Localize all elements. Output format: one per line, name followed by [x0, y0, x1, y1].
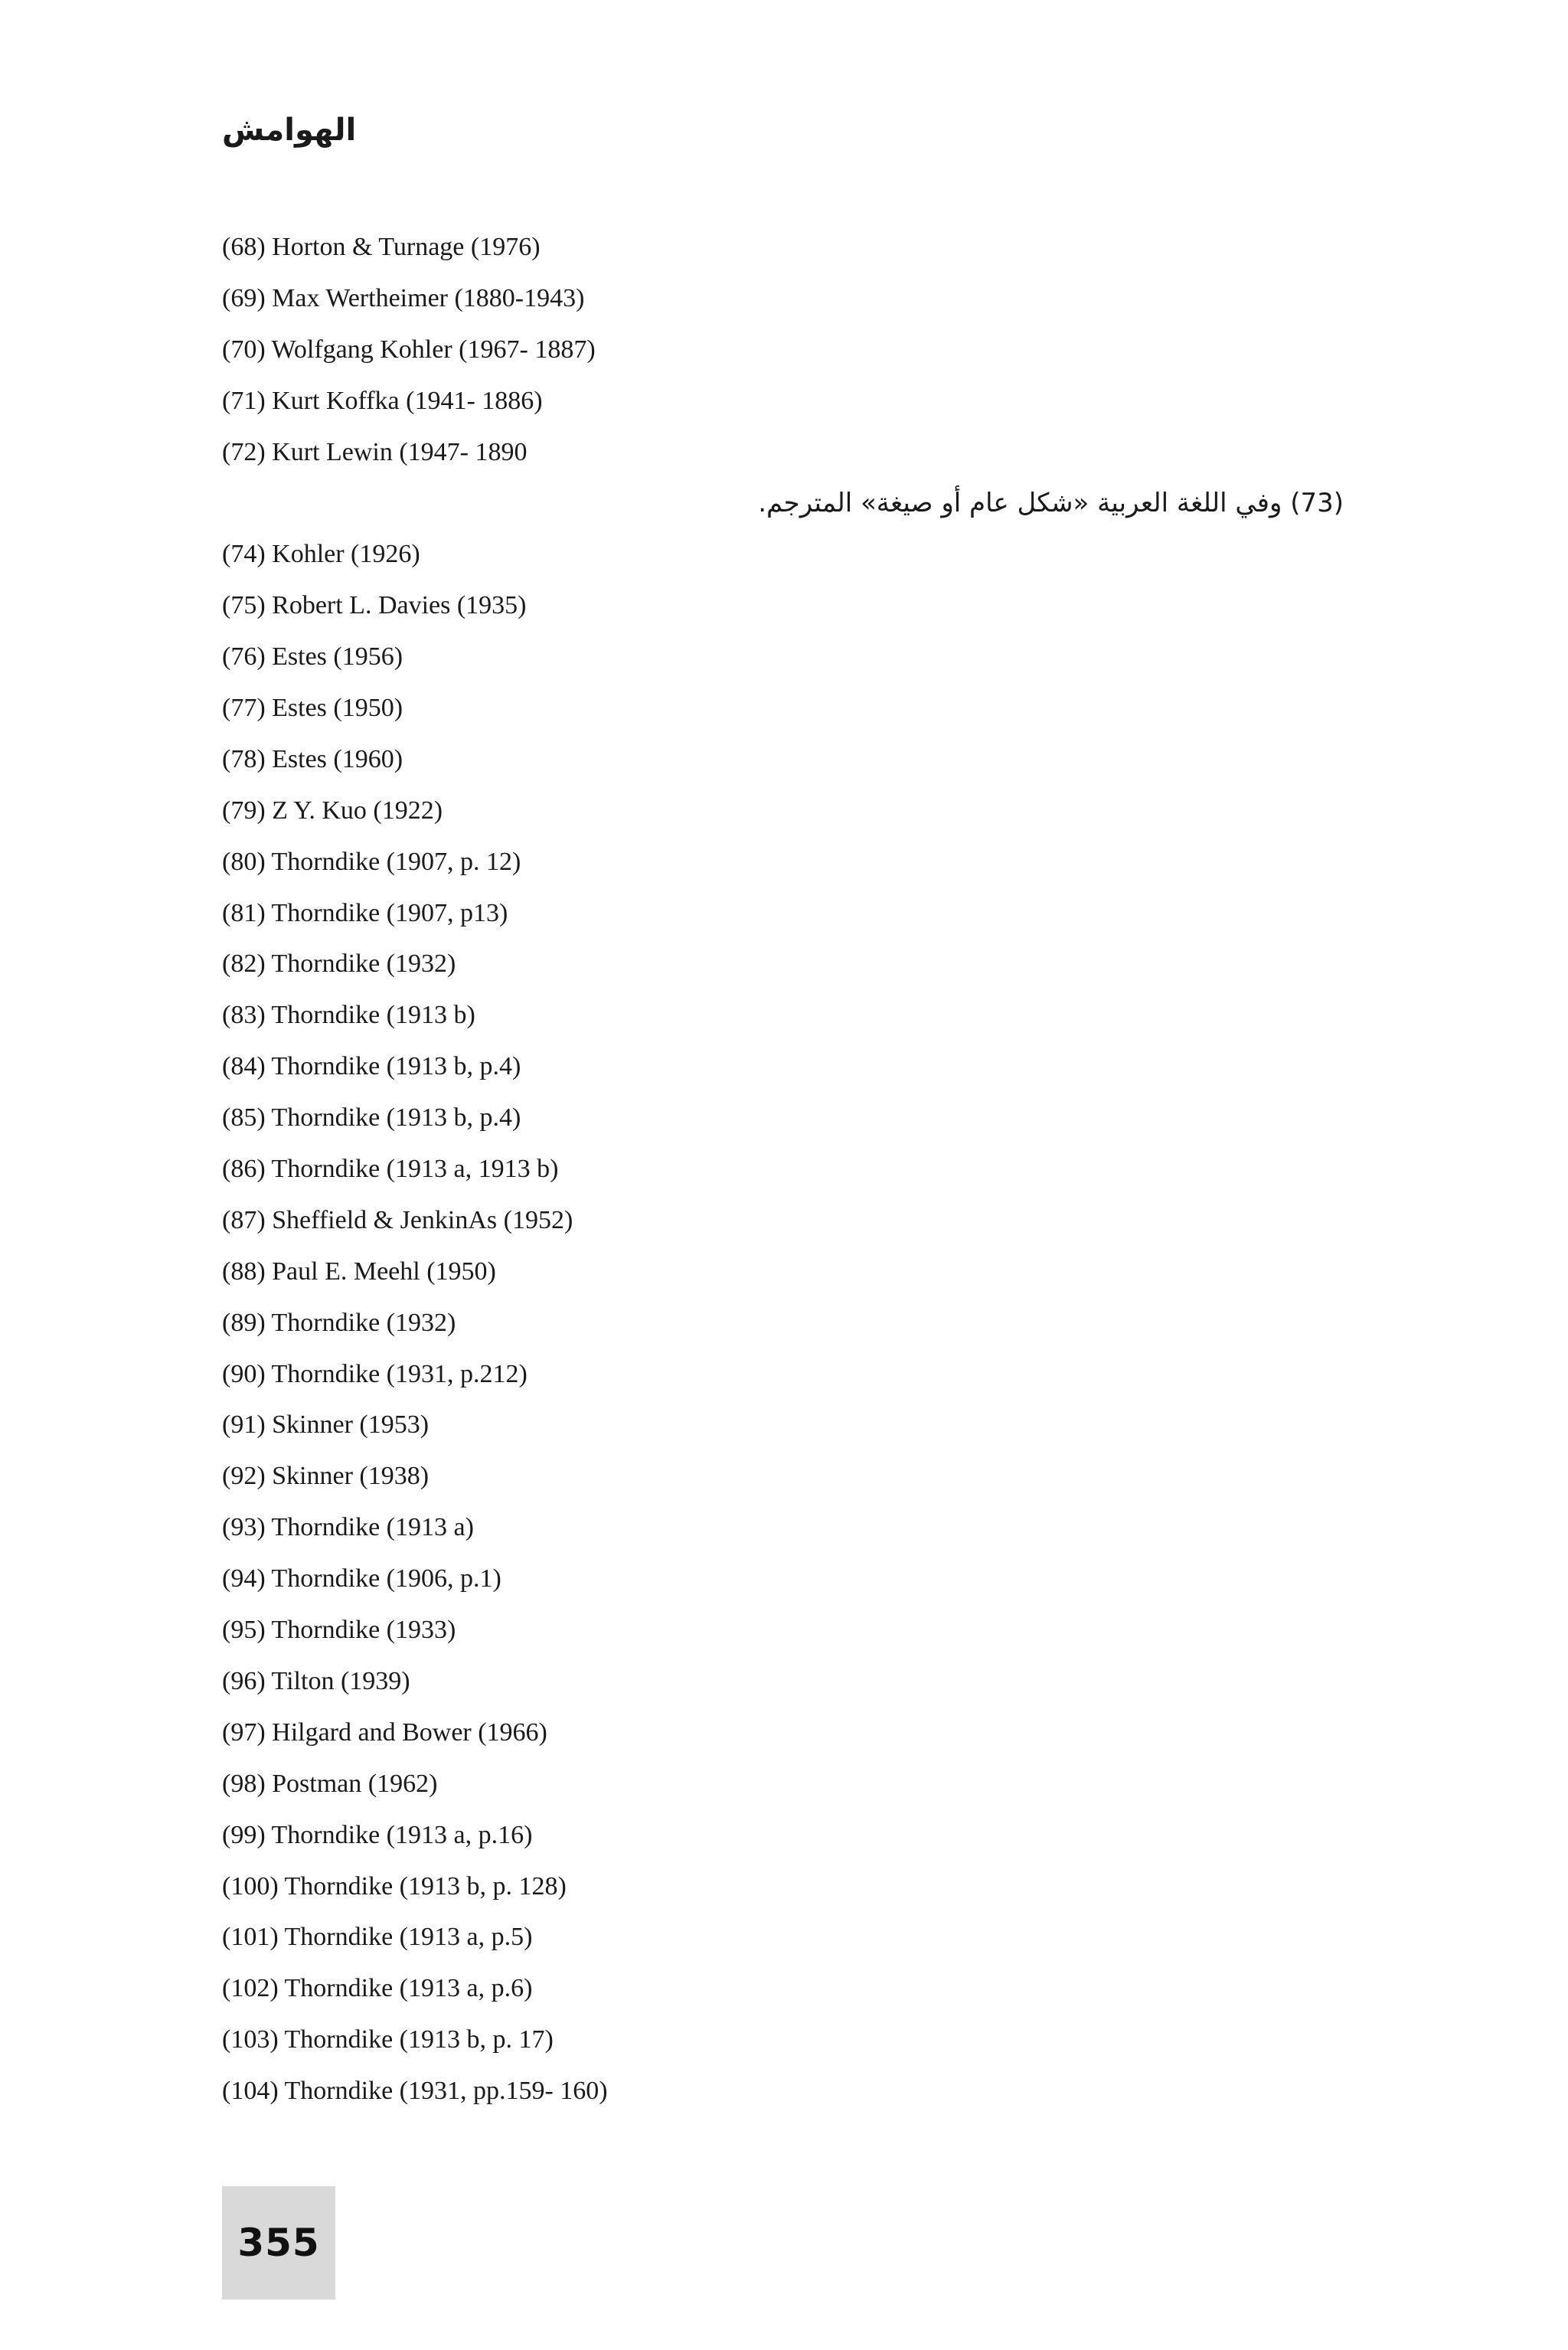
- page-heading: الهوامش: [222, 113, 357, 148]
- footnote-item: (100) Thorndike (1913 b, p. 128): [222, 1871, 567, 1901]
- footnote-item: (98) Postman (1962): [222, 1769, 438, 1798]
- footnote-item: (104) Thorndike (1931, pp.159- 160): [222, 2077, 608, 2106]
- footnote-item: (68) Horton & Turnage (1976): [222, 233, 541, 261]
- footnote-item: (80) Thorndike (1907, p. 12): [222, 847, 521, 876]
- footnote-item: (92) Skinner (1938): [222, 1462, 430, 1491]
- footnote-item: (86) Thorndike (1913 a, 1913 b): [222, 1155, 559, 1184]
- footnote-item: (75) Robert L. Davies (1935): [222, 591, 527, 620]
- footnote-item: (103) Thorndike (1913 b, p. 17): [222, 2025, 554, 2054]
- footnote-item: (99) Thorndike (1913 a, p.16): [222, 1820, 533, 1849]
- footnote-item: (74) Kohler (1926): [222, 540, 420, 569]
- footnote-item: (79) Z Y. Kuo (1922): [222, 796, 443, 825]
- footnote-item: (78) Estes (1960): [222, 744, 403, 773]
- footnote-item: (77) Estes (1950): [222, 694, 403, 723]
- footnote-item: (84) Thorndike (1913 b, p.4): [222, 1052, 521, 1081]
- footnote-item: (101) Thorndike (1913 a, p.5): [222, 1923, 533, 1952]
- footnote-item: (102) Thorndike (1913 a, p.6): [222, 1974, 533, 2003]
- footnote-item: (90) Thorndike (1931, p.212): [222, 1359, 528, 1388]
- footnote-item: (72) Kurt Lewin (1947- 1890: [222, 437, 528, 466]
- page-number-box: [222, 2186, 335, 2299]
- page-number: 355: [237, 2221, 320, 2265]
- footnote-item: (88) Paul E. Meehl (1950): [222, 1257, 496, 1286]
- footnote-item: (76) Estes (1956): [222, 642, 403, 672]
- footnote-item: (85) Thorndike (1913 b, p.4): [222, 1103, 521, 1133]
- footnote-item: (69) Max Wertheimer (1880-1943): [222, 283, 585, 312]
- footnote-item: (82) Thorndike (1932): [222, 949, 456, 979]
- footnote-item: (95) Thorndike (1933): [222, 1616, 456, 1645]
- footnote-item: (93) Thorndike (1913 a): [222, 1513, 474, 1542]
- footnotes-list: [222, 227, 1370, 2122]
- footnote-item: (71) Kurt Koffka (1941- 1886): [222, 386, 543, 415]
- footnote-item: (96) Tilton (1939): [222, 1666, 410, 1695]
- footnote-item: (81) Thorndike (1907, p13): [222, 898, 508, 927]
- footnote-item: (91) Skinner (1953): [222, 1410, 430, 1440]
- footnote-item: (97) Hilgard and Bower (1966): [222, 1718, 547, 1747]
- footnote-item: (94) Thorndike (1906, p.1): [222, 1564, 501, 1593]
- footnote-item: (70) Wolfgang Kohler (1967- 1887): [222, 335, 596, 364]
- footnote-item: (73) وفي اللغة العربية «شكل عام أو صيغة» المترجم.: [758, 488, 1344, 519]
- footnote-item: (83) Thorndike (1913 b): [222, 1001, 475, 1030]
- footnote-item: (89) Thorndike (1932): [222, 1308, 456, 1337]
- footnote-item: (87) Sheffield & JenkinAs (1952): [222, 1205, 573, 1234]
